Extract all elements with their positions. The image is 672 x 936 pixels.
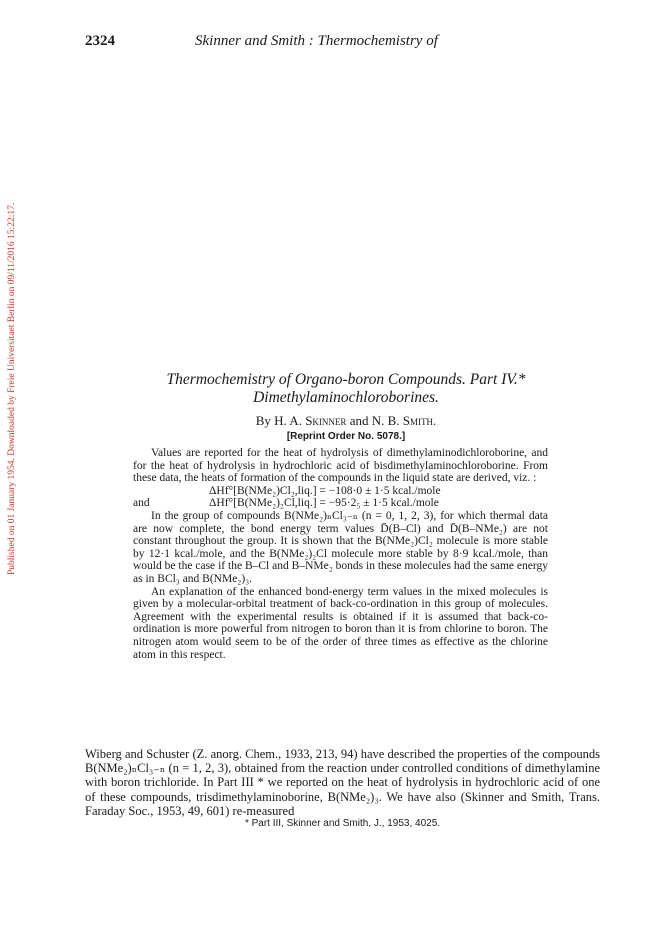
author1-surname: Skinner (305, 413, 347, 428)
author1-initials: H. A. (274, 413, 302, 428)
equation-2-label: and (133, 497, 150, 510)
author2-initials: N. B. (371, 413, 400, 428)
reprint-order: [Reprint Order No. 5078.] (286, 431, 406, 442)
article-subtitle: Dimethylaminochloroborines. (253, 389, 439, 406)
equation-2: ΔHf°[B(NMe₂)₂Cl,liq.] = −95·2₅ ± 1·5 kcal./mole (209, 497, 439, 510)
and-label: and (349, 413, 369, 428)
author2-surname: Smith. (402, 413, 437, 428)
equation-row-2 (133, 497, 548, 510)
body-paragraph: Wiberg and Schuster (Z. anorg. Chem., 1933, 213, 94) have described the properties of the compounds B(NMe₂)ₙCl₃₋ₙ (n = 1, 2, 3), obtained from the reaction under controlled conditions of dimethylamine with boron trichloride. In Part III * we reported on the heat of hydrolysis in hydrochloric acid of one of these compounds, trisdimethylaminoborine, B(NMe₂)₃. We have also (Skinner and Smith, Trans. Faraday Soc., 1953, 49, 601) re-measured (85, 747, 600, 818)
body-text (85, 747, 600, 818)
running-title: Skinner and Smith : Thermochemistry of (195, 33, 438, 49)
footnote: * Part III, Skinner and Smith, J., 1953, 4025. (244, 818, 441, 829)
author-line (110, 413, 582, 429)
page-number: 2324 (85, 33, 115, 49)
abstract (133, 447, 548, 661)
abstract-paragraph-2: In the group of compounds B(NMe₂)ₙCl₃₋ₙ (n = 0, 1, 2, 3), for which thermal data are now complete, the bond energy term values D̄(B–Cl) and D̄(B–NMe₂) are not constant throughout the group. It is shown that the B(NMe₂)Cl₂ molecule is more stable by 12·1 kcal./mole, and the B(NMe₂)₂Cl molecule more stable by 8·9 kcal./mole, than would be the case if the B–Cl and B–NMe₂ bonds in these molecules had the same energy as in BCl₃ and B(NMe₂)₃. (133, 509, 548, 585)
equation-1: ΔHf°[B(NMe₂)Cl₂,liq.] = −108·0 ± 1·5 kcal./mole (209, 484, 441, 497)
download-sidebar-notice: Published on 01 January 1954. Downloaded by Freie Universitaet Berlin on 09/11/2016 15:22:17. (7, 202, 17, 575)
abstract-paragraph-3: An explanation of the enhanced bond-energy term values in the mixed molecules is given by a molecular-orbital treatment of back-co-ordination in this group of molecules. Agreement with the experimental results is obtained if it is assumed that back-co-ordination is more powerful from nitrogen to boron than it is from chlorine to boron. The nitrogen atom would seem to be of the order of three times as effective as the chlorine atom in this respect. (133, 585, 548, 661)
abstract-paragraph-1: Values are reported for the heat of hydrolysis of dimethylaminodichloroborine, and for the heat of hydrolysis in hydrochloric acid of bisdimethylaminochloroborine. From these data, the heats of formation of the compounds in the liquid state are derived, viz. : (133, 447, 548, 485)
by-label: By (255, 413, 271, 428)
equation-row-1 (133, 485, 548, 498)
article-title: Thermochemistry of Organo-boron Compounds. Part IV.* (166, 371, 526, 388)
